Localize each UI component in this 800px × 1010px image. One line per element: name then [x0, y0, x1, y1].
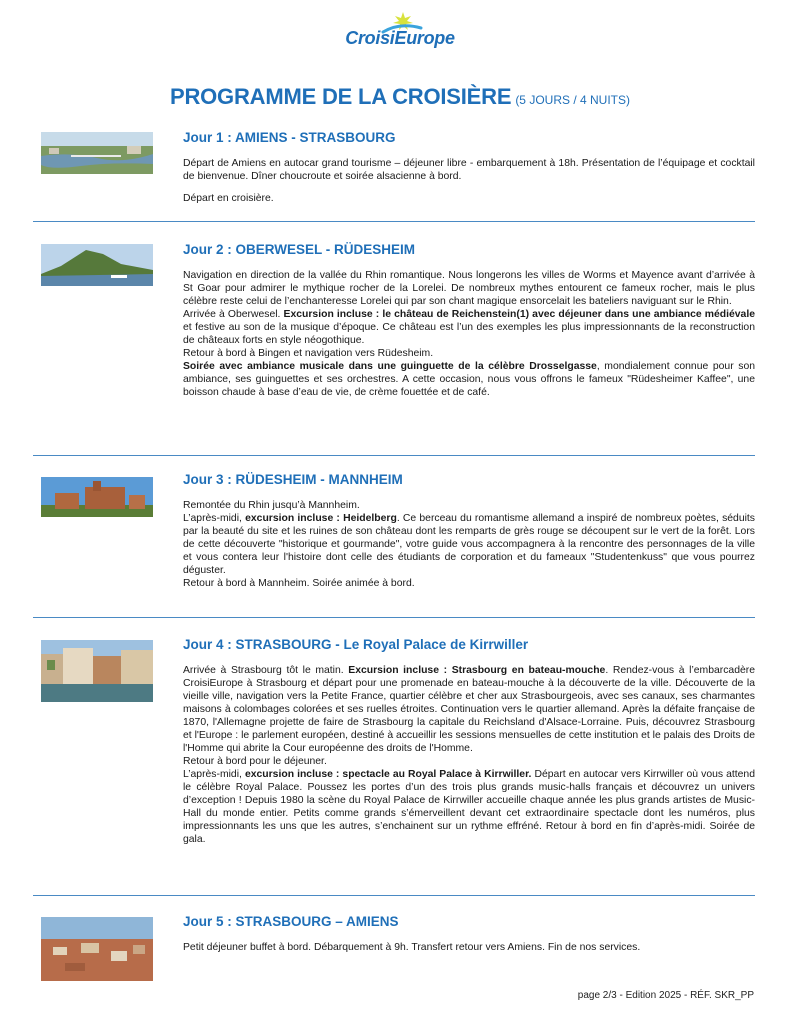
day-3-excursion-highlight: excursion incluse : Heidelberg — [245, 513, 397, 524]
section-divider — [33, 221, 755, 222]
page-footer: page 2/3 - Edition 2025 - RÉF. SKR_PP — [577, 990, 754, 1001]
day-1-photo — [41, 132, 153, 174]
day-3-text-mannheim: Remontée du Rhin jusqu’à Mannheim. — [183, 500, 360, 511]
day-4-excursion-highlight-2: excursion incluse : spectacle au Royal Palace à Kirrwiller. — [244, 769, 532, 780]
day-3-content — [183, 472, 755, 590]
day-4-text-strasbourg: Arrivée à Strasbourg tôt le matin. Excursion incluse : Strasbourg en bateau-mouche. Rendez-vous à l’embarcadère CroisiEurope à Strasbourg et départ pour une promenade en bateau-mouche à la découverte de la ville. Découverte de la vieille ville, navigation vers la Petite France, quartier célèbre et cher aux Strasbourgeois, avec ses canaux, ses charmantes maisons à colombages colorées et ses ruelles étroites. Continuation vers le quartier allemand. Après la défaite française de 1870, l'Allemagne projette de faire de Strasbourg la capitale du Reichsland d'Alsace-Lorraine. Puis, découvrez Strasbourg et l'Europe : le parlement européen, destiné à accueillir les sessions mensuelles de cette institution et le palais des Droits de l'Homme qui abrite la Cour européenne des droits de l'Homme. — [183, 665, 755, 754]
day-2-text-navigation: Navigation en direction de la vallée du Rhin romantique. Nous longerons les villes de Worms et Mayence avant d’arrivée à St Goar pour admirer le mythique rocher de la Lorelei. De nombreux mythes entourent ce fameux rocher, mais le plus célèbre reste celui de l’enchanteresse Lorelei qui par son chant magique ensorcelait les bateliers naviguant sur le Rhin. — [183, 270, 755, 307]
day-2-evening-highlight: Soirée avec ambiance musicale dans une guinguette de la célèbre Drosselgasse — [183, 361, 597, 372]
section-divider — [33, 455, 755, 456]
day-3-text-heidelberg: L’après-midi, excursion incluse : Heidelberg. Ce berceau du romantisme allemand a inspiré de nombreux poètes, séduits par la beauté du site et les ruines de son château dont les remparts de grès rouge se découpent sur le vert de la forêt. Lors de cette découverte "historique et gourmande", votre guide vous accompagnera à la rencontre des personnages de la ville et vous contera leur l'histoire dont celle des étudiants de corporation et du fameaux "Studentenkuss" que vous pourrez déguster. — [183, 513, 755, 576]
day-3-photo — [41, 477, 153, 517]
day-4-text-lunch: Retour à bord pour le déjeuner. — [183, 756, 327, 767]
day-1-heading: Jour 1 : AMIENS - STRASBOURG — [183, 130, 396, 145]
day-5-heading: Jour 5 : STRASBOURG – AMIENS — [183, 914, 399, 929]
day-2-text-return: Retour à bord à Bingen et navigation vers Rüdesheim. — [183, 348, 434, 359]
day-2-text-oberwesel: Arrivée à Oberwesel. Excursion incluse : le château de Reichenstein(1) avec déjeuner dans une ambiance médiévale et festive au son de la musique d’époque. Ce château est l’un des exemples les plus impressionnants de la reconstruction de châteaux forts en style néogothique. — [183, 309, 755, 346]
day-2-text-evening: Soirée avec ambiance musicale dans une guinguette de la célèbre Drosselgasse, mondialement connue pour son ambiance, ses guinguettes et ses orchestres. A cette occasion, nous vous offrons le fameux "Rüdesheimer Kaffee", une boisson chaude à base d’eau de vie, de crème fouettée et de café. — [183, 361, 755, 398]
section-divider — [33, 617, 755, 618]
page-title-sub: (5 JOURS / 4 NUITS) — [515, 93, 630, 107]
brand-logo — [0, 8, 800, 69]
brand-name: CroisiEurope — [345, 28, 455, 48]
day-4-excursion-highlight-1: Excursion incluse : Strasbourg en bateau-mouche — [348, 665, 606, 676]
day-2-excursion-highlight: Excursion incluse : le château de Reichenstein(1) avec déjeuner dans une ambiance médiévale — [283, 309, 755, 320]
day-4-text-kirrwiller: L’après-midi, excursion incluse : spectacle au Royal Palace à Kirrwiller. Départ en autocar vers Kirrwiller où vous attend le célèbre Royal Palace. Poussez les portes d’un des trois plus grands music-halls français et découvrez un univers d’exception ! Depuis 1980 la scène du Royal Palace de Kirrwiller accueille chaque année les plus grands artistes de Music-Hall du monde entier. Petits comme grands s’émerveillent devant cet extraordinaire spectacle dont les numéros, plus impressionnants les uns que les autres, s’enchainent sur un rythme effréné. Retour à bord en fin d’après-midi. Soirée de gala. — [183, 769, 755, 845]
day-4-content — [183, 637, 755, 846]
day-2-photo — [41, 244, 153, 286]
day-2-content — [183, 242, 755, 399]
day-4-photo — [41, 640, 153, 702]
day-3-text-return: Retour à bord à Mannheim. Soirée animée à bord. — [183, 578, 415, 589]
day-5-text: Petit déjeuner buffet à bord. Débarquement à 9h. Transfert retour vers Amiens. Fin de nos services. — [183, 942, 641, 953]
day-5-content — [183, 914, 755, 954]
page-title — [0, 84, 800, 110]
day-2-heading: Jour 2 : OBERWESEL - RÜDESHEIM — [183, 242, 416, 257]
day-1-content — [183, 130, 755, 205]
section-divider — [33, 895, 755, 896]
page-title-main: PROGRAMME DE LA CROISIÈRE — [169, 84, 512, 109]
day-5-photo — [41, 917, 153, 981]
day-1-departure: Départ en croisière. — [183, 193, 274, 204]
day-4-heading: Jour 4 : STRASBOURG - Le Royal Palace de Kirrwiller — [183, 637, 529, 652]
day-3-heading: Jour 3 : RÜDESHEIM - MANNHEIM — [183, 472, 403, 487]
day-1-text: Départ de Amiens en autocar grand tourisme – déjeuner libre - embarquement à 18h. Présentation de l’équipage et cocktail de bienvenue. Dîner choucroute et soirée alsacienne à bord. — [183, 158, 755, 182]
